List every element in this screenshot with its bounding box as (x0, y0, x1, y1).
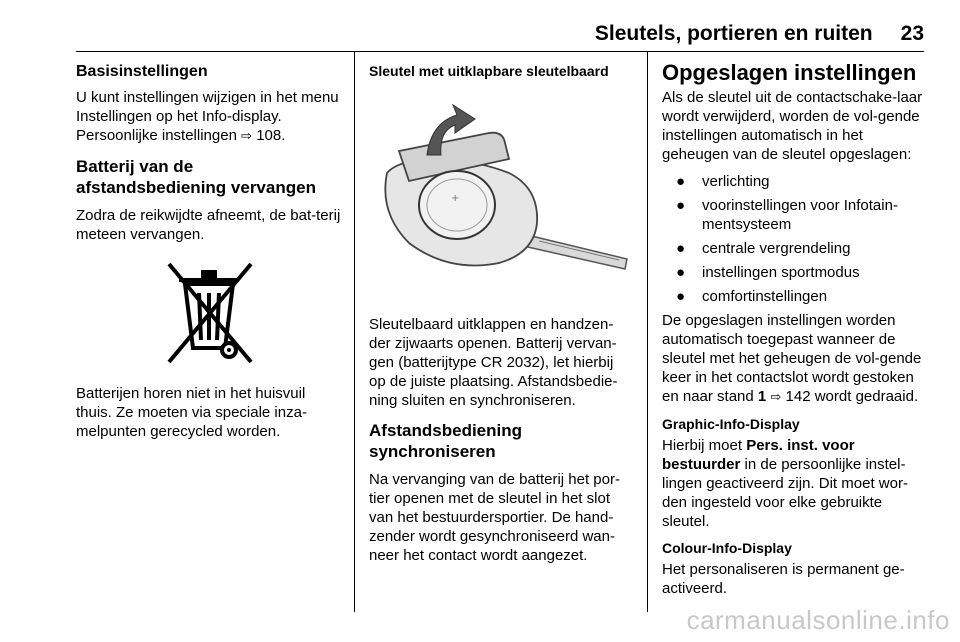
heading-battery: Batterij van de afstandsbediening vervangen (76, 157, 316, 197)
saved-text-b: wordt gedraaid. (814, 388, 919, 405)
basis-paragraph (76, 88, 342, 146)
watermark: carmanualsonline.info (686, 605, 950, 635)
page-ref-arrow-icon: ⇨ (241, 129, 253, 144)
crossed-bin-icon (159, 258, 259, 368)
saved-settings-list (662, 172, 926, 306)
basis-text: U kunt instellingen wijzigen in het menu Instellingen op het Info-display. Persoonlijke instellingen (76, 89, 339, 144)
heading-colour-info: Colour-Info-Display (662, 540, 792, 556)
sync-paragraph: Na vervanging van de batterij het por-tier openen met de sleutel in het slot van het bestuurdersportier. De hand-zender wordt gesynchroniseerd wan-neer het contact wordt aangezet. (369, 471, 620, 564)
saved-paragraph (662, 311, 926, 407)
saved-intro: Als de sleutel uit de contactschake-laar wordt verwijderd, worden de vol-gende instellingen automatisch in het geheugen van de sleutel opgeslagen: (662, 89, 923, 163)
column-divider-1 (354, 52, 355, 612)
list-item (662, 287, 926, 306)
graphic-text-b: in de persoonlijke instel-lingen geactiveerd zijn. Dit moet wor-den ingesteld voor elke gebruikte sleutel. (662, 456, 908, 530)
colour-paragraph: Het personaliseren is permanent ge-activeerd. (662, 561, 905, 597)
column-divider-2 (647, 52, 648, 612)
list-item-text: voorinstellingen voor Infotain-mentsysteem (702, 197, 898, 233)
heading-basisinstellingen: Basisinstellingen (76, 63, 208, 80)
heading-graphic-info: Graphic-Info-Display (662, 416, 800, 432)
list-item-text: verlichting (702, 173, 770, 190)
heading-sync: Afstandsbediening synchroniseren (369, 421, 523, 461)
page-header (76, 22, 924, 46)
bullet-icon: ● (676, 264, 686, 281)
bullet-icon: ● (676, 288, 686, 305)
list-item-text: instellingen sportmodus (702, 264, 860, 281)
list-item (662, 172, 926, 191)
saved-ref[interactable]: 142 (785, 388, 811, 405)
graphic-paragraph (662, 436, 926, 531)
bullet-icon: ● (676, 173, 686, 190)
column-1 (76, 62, 342, 451)
list-item-text: comfortinstellingen (702, 288, 828, 305)
battery-paragraph: Zodra de reikwijdte afneemt, de bat-terij meteen vervangen. (76, 207, 341, 243)
page-number: 23 (900, 22, 924, 45)
bullet-icon: ● (676, 240, 686, 257)
header-rule (76, 51, 924, 52)
stand-number: 1 (757, 388, 767, 405)
page-header-title: Sleutels, portieren en ruiten (594, 22, 873, 45)
column-3 (662, 62, 926, 608)
page-ref-arrow-icon: ⇨ (770, 390, 782, 405)
graphic-text-a: Hierbij moet (662, 437, 743, 454)
disposal-paragraph: Batterijen horen niet in het huisvuil thuis. Ze moeten via speciale inza-melpunten gerecycled worden. (76, 385, 307, 440)
basis-ref[interactable]: 108. (256, 127, 286, 144)
list-item (662, 263, 926, 282)
key-paragraph: Sleutelbaard uitklappen en handzen-der zijwaarts openen. Batterij vervan-gen (batterijtype CR 2032), let hierbij op de juiste plaatsing. Afstandsbedie-ning sluiten en synchroniseren. (369, 316, 618, 409)
bullet-icon: ● (676, 197, 686, 214)
column-2 (369, 62, 633, 575)
list-item (662, 196, 926, 234)
svg-text:+: + (451, 193, 460, 204)
list-item-text: centrale vergrendeling (702, 240, 851, 257)
graphic-bold: Pers. inst. voor bestuurder (662, 437, 855, 473)
heading-key: Sleutel met uitklapbare sleutelbaard (369, 63, 609, 79)
heading-saved-settings: Opgeslagen instellingen (662, 60, 917, 85)
saved-text-a: De opgeslagen instellingen worden automatisch toegepast wanneer de sleutel met het geheugen de vol-gende keer in het contactslot wordt gestoken en naar stand (662, 312, 922, 405)
list-item (662, 239, 926, 258)
key-battery-illustration (369, 93, 633, 293)
